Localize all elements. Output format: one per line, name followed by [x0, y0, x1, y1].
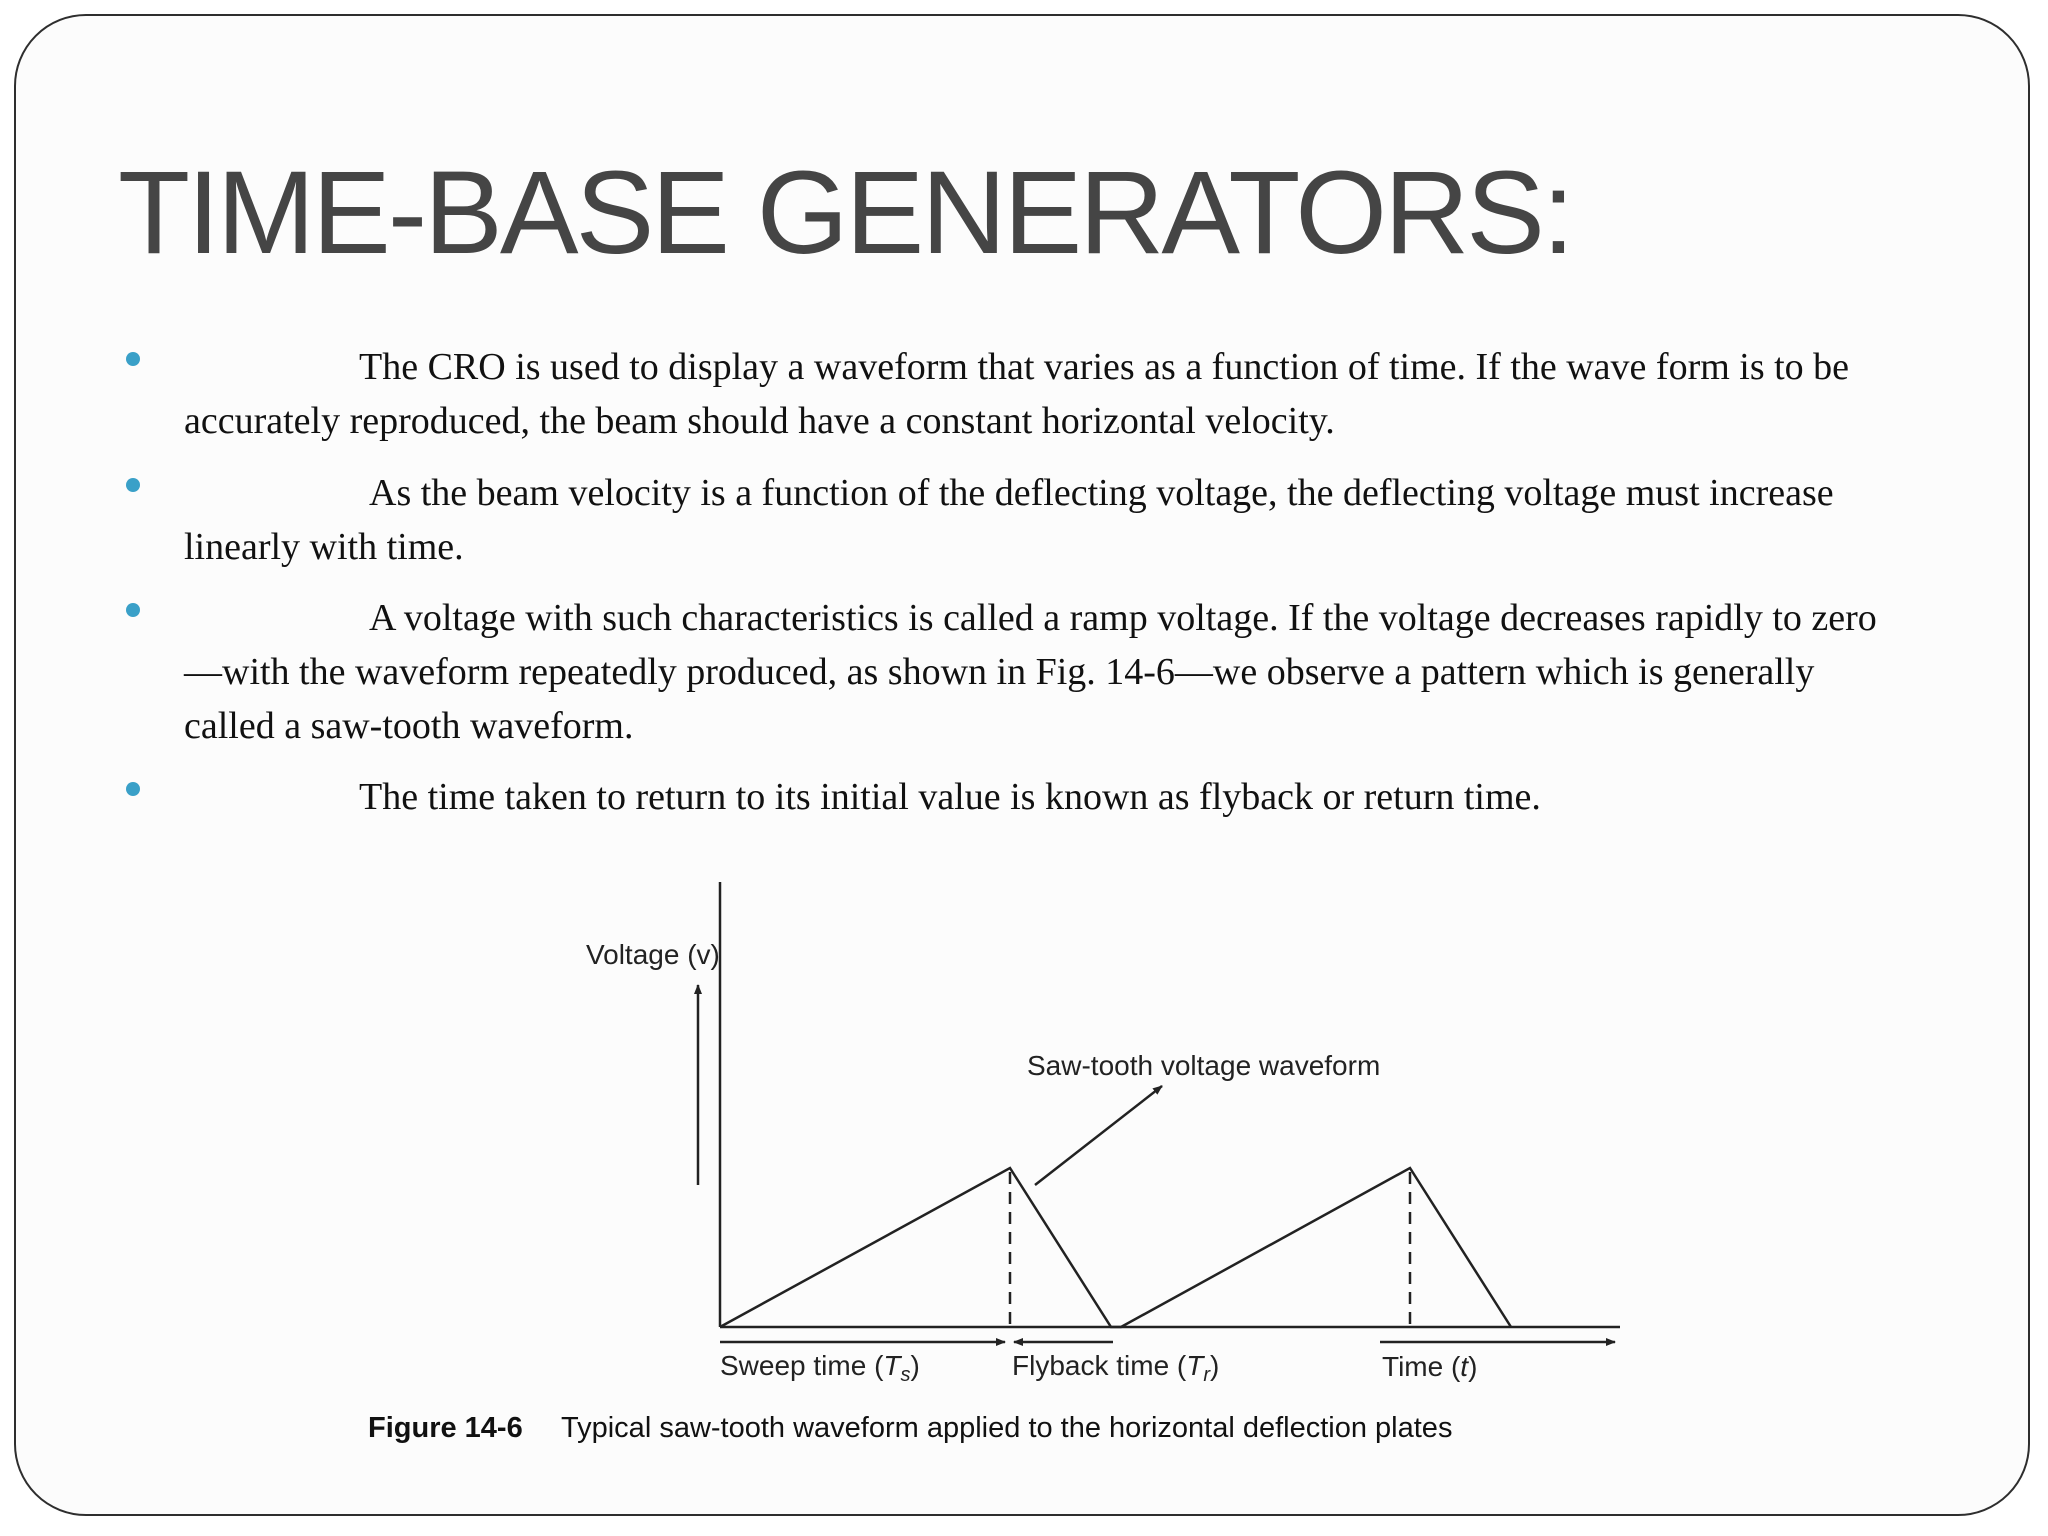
y-axis-label: Voltage (v): [586, 939, 720, 970]
bullet-text: As the beam velocity is a function of the deflecting voltage, the deflecting voltage must increase linearly with time.: [184, 472, 1834, 568]
slide-title: TIME-BASE GENERATORS:: [118, 147, 1572, 279]
bullet-text: The CRO is used to display a waveform that varies as a function of time. If the wave form is to be accurately reproduced, the beam should have a constant horizontal velocity.: [184, 346, 1850, 442]
waveform-label: Saw-tooth voltage waveform: [1027, 1050, 1381, 1081]
flyback-time-label: Flyback time $(T_r)$: [1012, 1350, 1220, 1386]
bullet-text: A voltage with such characteristics is called a ramp voltage. If the voltage decreases rapidly to zero—with the waveform repeatedly produced, as shown in Fig. 14-6—we observe a pattern which is generally called a saw-tooth waveform.: [184, 597, 1877, 747]
sweep-time-label: Sweep time $(T_s)$: [720, 1350, 920, 1386]
figure-caption-number: Figure 14-6: [368, 1412, 523, 1444]
bullet-text: The time taken to return to its initial value is known as flyback or return time.: [359, 776, 1541, 818]
waveform-pointer-arrow-icon: [1035, 1086, 1162, 1185]
figure-caption-text: Typical saw-tooth waveform applied to the horizontal deflection plates: [561, 1412, 1453, 1444]
time-label: Time (t): [1382, 1351, 1478, 1382]
sawtooth-waveform: [720, 1168, 1511, 1327]
